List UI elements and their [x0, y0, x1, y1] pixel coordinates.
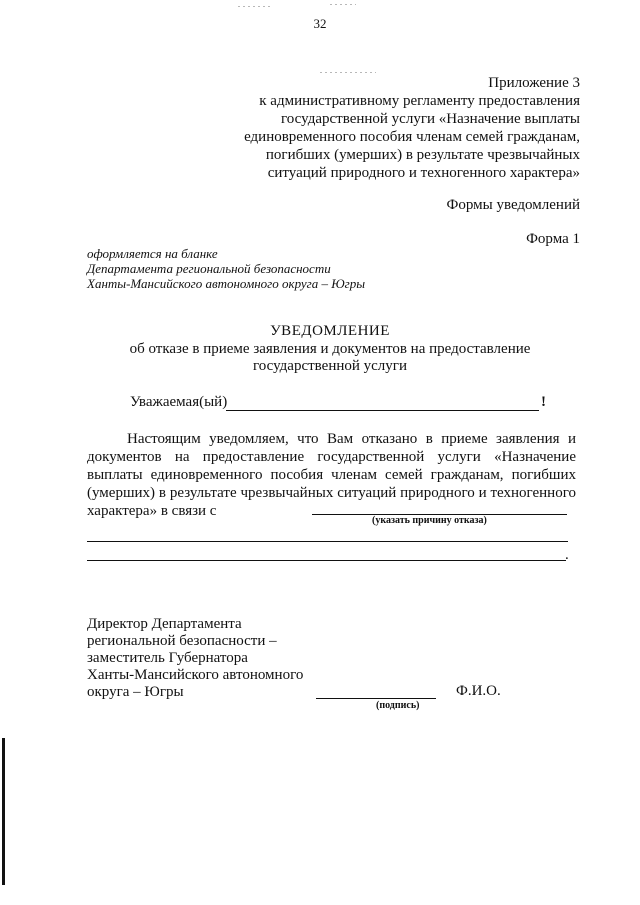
letterhead-note-line: Ханты-Мансийского автономного округа – Югры	[87, 276, 366, 291]
salutation: Уважаемая(ый)	[130, 394, 228, 410]
scan-artifact-top	[330, 4, 356, 5]
appendix-line: государственной услуги «Назначение выплаты	[281, 111, 580, 127]
signatory-line: региональной безопасности –	[87, 633, 277, 649]
recipient-name-line	[226, 410, 539, 411]
notice-body: Настоящим уведомляем, что Вам отказано в приеме заявления и документов на предоставление государственной услуги «Назначение выплаты единовременного пособия членам семей гражданам, погибших (умерших) в результате чрезвычайных ситуаций природного и техногенного характера» в связи с	[87, 431, 576, 519]
scan-artifact-top	[238, 6, 272, 7]
forms-title: Формы уведомлений	[446, 197, 580, 213]
appendix-line: ситуаций природного и техногенного характера»	[267, 165, 580, 181]
appendix-line: Приложение 3	[488, 75, 580, 91]
form-number: Форма 1	[526, 231, 580, 247]
signatory-line: Директор Департамента	[87, 616, 242, 632]
letterhead-note-line: оформляется на бланке	[87, 246, 218, 261]
signatory-position	[87, 616, 303, 701]
reason-caption: (указать причину отказа)	[372, 515, 487, 526]
reason-continuation-line	[87, 541, 568, 542]
reason-end-period: .	[565, 547, 569, 563]
letterhead-note	[87, 246, 365, 291]
page-number: 32	[313, 16, 327, 31]
signatory-line: заместитель Губернатора	[87, 650, 248, 666]
appendix-line: погибших (умерших) в результате чрезвычайных	[265, 147, 580, 163]
signature-line	[316, 698, 436, 699]
notice-subtitle-line: государственной услуги	[253, 358, 407, 374]
appendix-line: единовременного пособия членам семей гражданам,	[244, 129, 580, 145]
notice-heading	[80, 322, 580, 375]
signatory-line: округа – Югры	[87, 684, 184, 700]
reason-continuation-line	[87, 560, 566, 561]
appendix-header	[200, 74, 580, 182]
appendix-line: к административному регламенту предоставления	[259, 93, 580, 109]
notice-title: УВЕДОМЛЕНИЕ	[270, 323, 390, 339]
signatory-name: Ф.И.О.	[456, 683, 501, 699]
scan-artifact-mid	[320, 72, 376, 73]
signature-caption: (подпись)	[376, 700, 420, 711]
signatory-line: Ханты-Мансийского автономного	[87, 667, 304, 683]
notice-subtitle-line: об отказе в приеме заявления и документов на предоставление	[129, 341, 531, 357]
letterhead-note-line: Департамента региональной безопасности	[87, 261, 331, 276]
salutation-exclamation: !	[541, 394, 546, 410]
scan-edge-mark	[2, 738, 5, 885]
